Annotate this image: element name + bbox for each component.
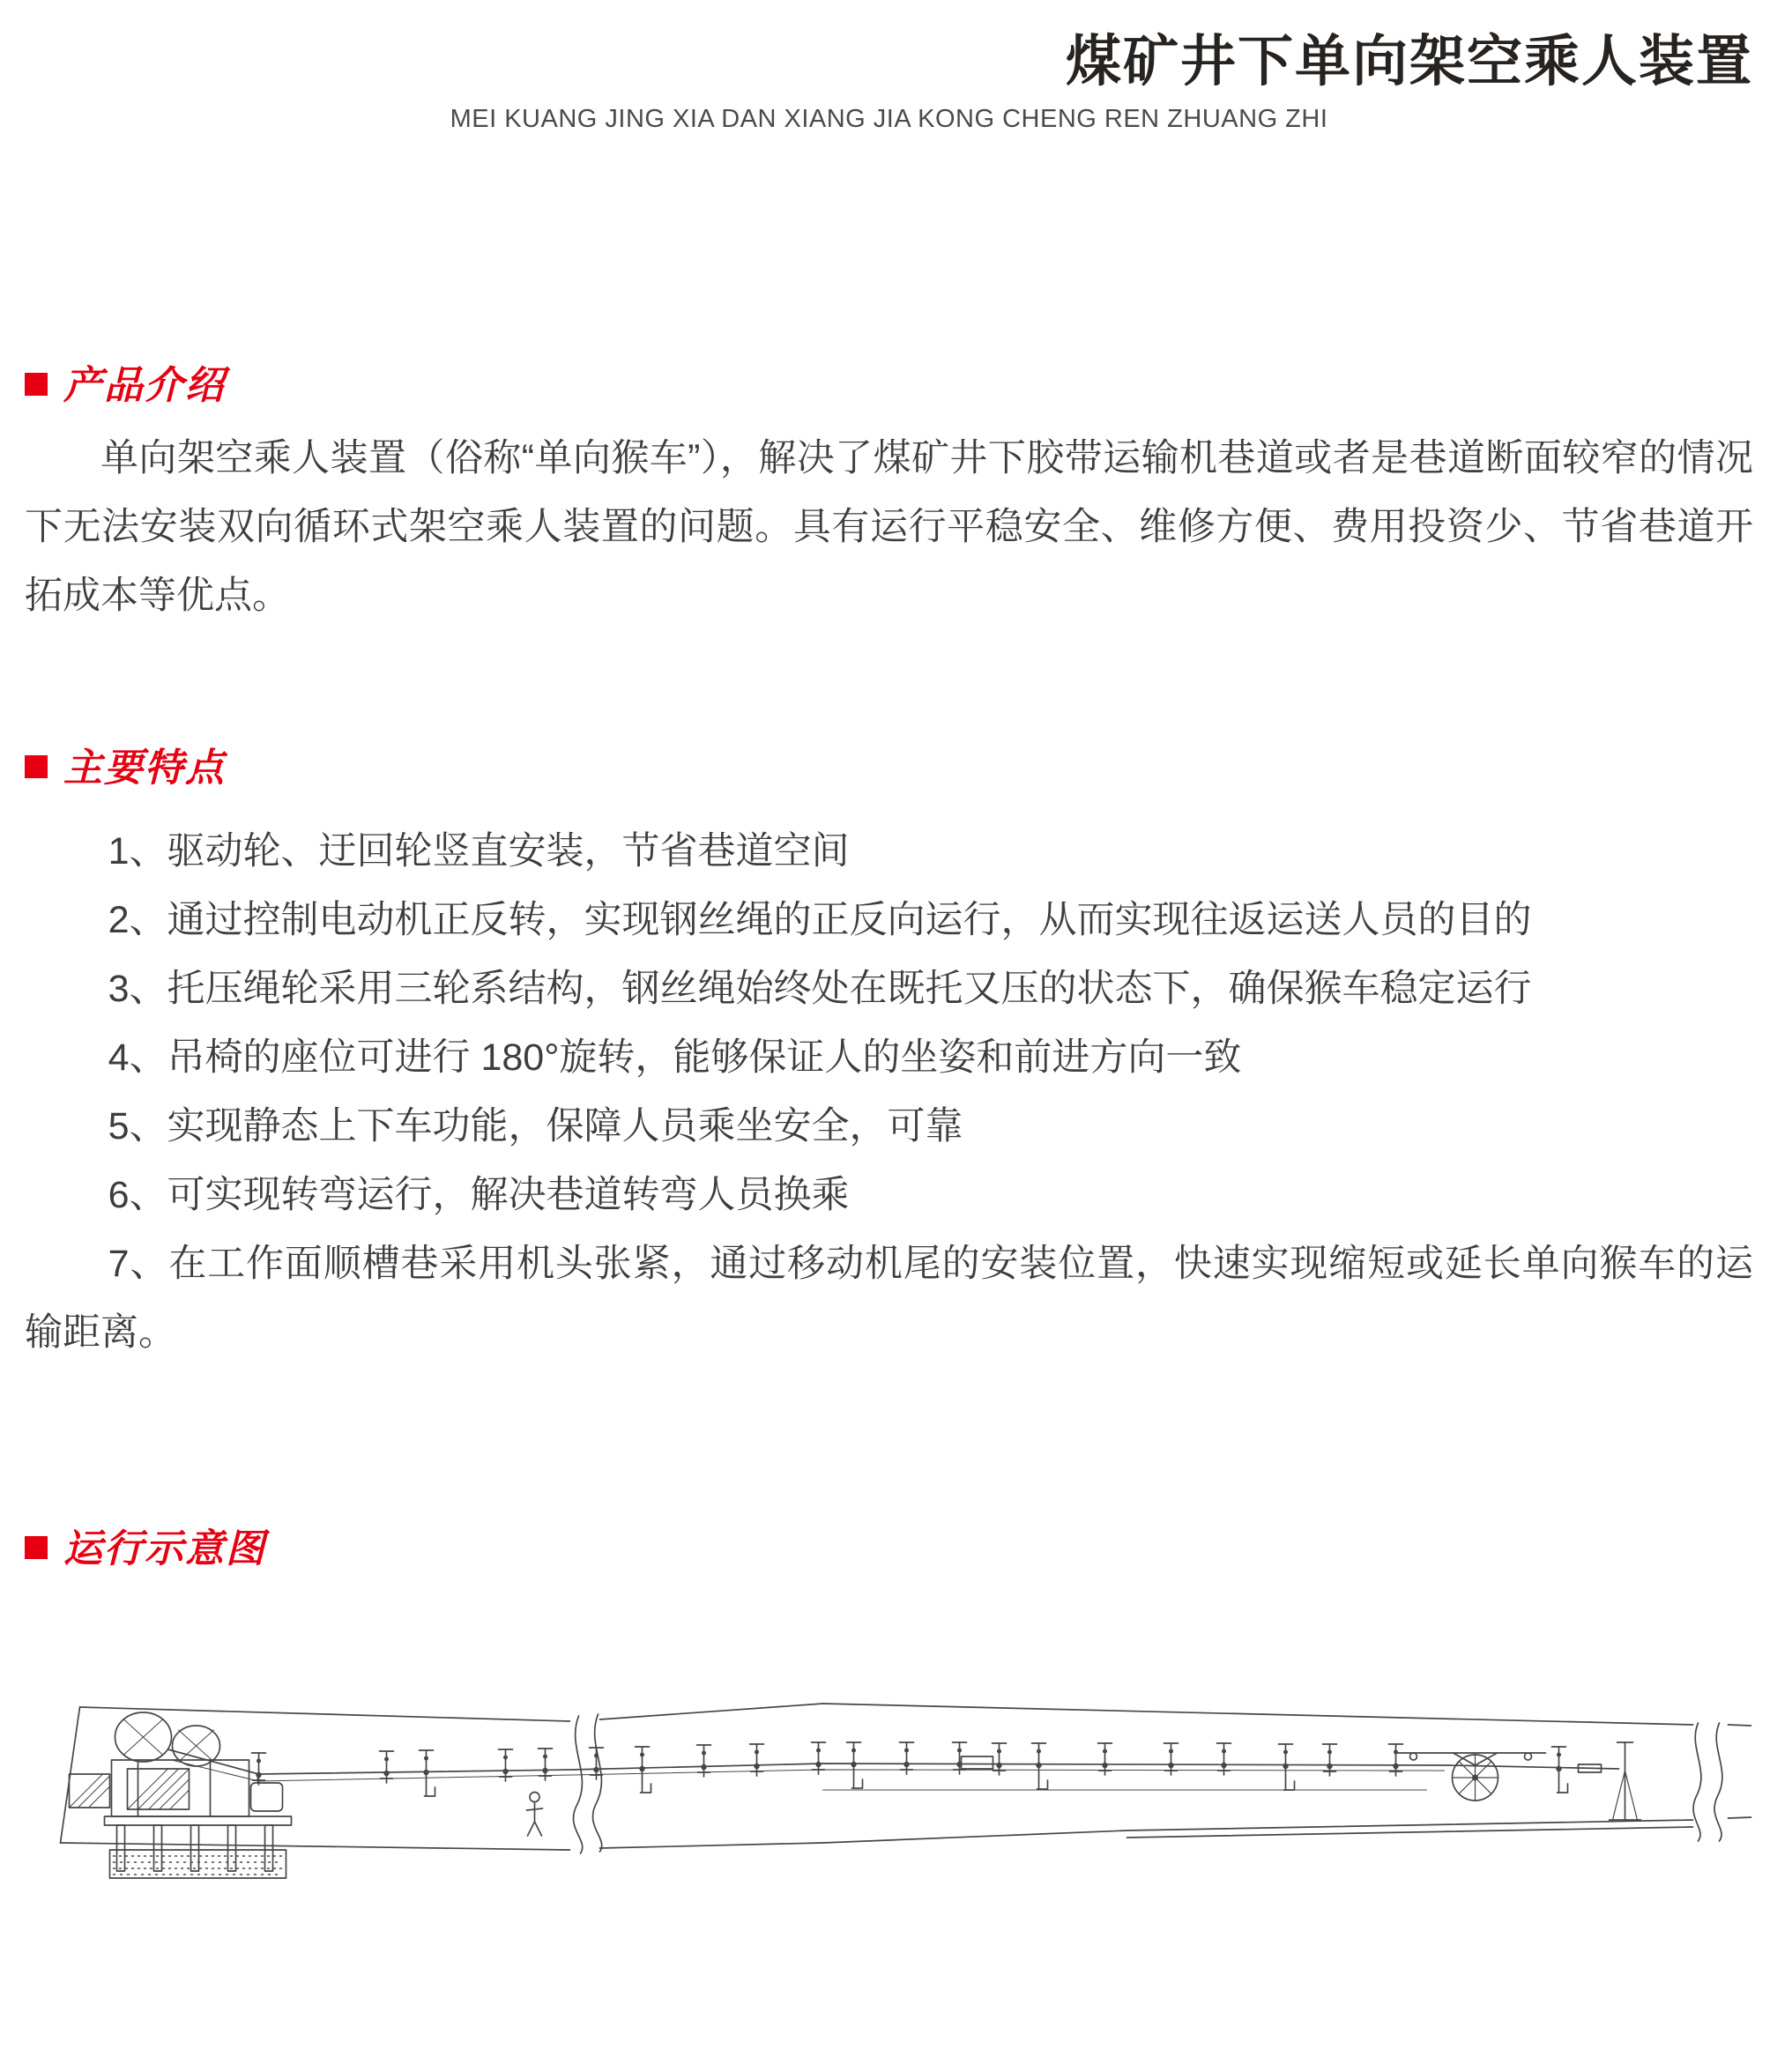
section-heading-diagram (25, 1517, 1753, 1573)
section-heading-features (25, 736, 1753, 792)
red-square-bullet-icon (25, 1536, 48, 1559)
brochure-page (0, 30, 1792, 1884)
motor (70, 1774, 110, 1808)
break-line-right (1693, 1723, 1722, 1841)
intro-heading-label: 产品介绍 (63, 364, 226, 408)
features-heading-label: 主要特点 (63, 746, 226, 791)
red-square-bullet-icon (25, 373, 48, 396)
control-box (251, 1783, 283, 1811)
wire-rope (168, 1749, 1619, 1790)
foundation (110, 1850, 286, 1878)
base-frame (105, 1816, 292, 1825)
feature-item-2: 2、通过控制电动机正反转，实现钢丝绳的正反向运行，从而实现往返运送人员的目的 (108, 899, 1532, 942)
anchor-post (1579, 1742, 1641, 1820)
page-header (25, 30, 1753, 135)
section-heading-intro (25, 353, 1753, 410)
features-list (25, 817, 1753, 1367)
break-line-left (573, 1714, 601, 1853)
drive-station (70, 1712, 292, 1878)
feature-item-7: 7、在工作面顺槽巷采用机头张紧，通过移动机尾的安装位置，快速实现缩短或延长单向猴车的运输距离。 (25, 1243, 1753, 1355)
feature-item-3: 3、托压绳轮采用三轮系结构，钢丝绳始终处在既托又压的状态下，确保猴车稳定运行 (108, 968, 1532, 1011)
diagram-heading-label: 运行示意图 (63, 1527, 266, 1571)
page-subtitle-pinyin: MEI KUANG JING XIA DAN XIANG JIA KONG CHENG REN ZHUANG ZHI (450, 105, 1328, 134)
tail-wheel-station (1396, 1753, 1546, 1801)
operation-diagram-container (25, 1686, 1753, 1884)
page-title: 煤矿井下单向架空乘人装置 (1066, 31, 1753, 93)
feature-item-4: 4、吊椅的座位可进行 180°旋转，能够保证人的坐姿和前进方向一致 (108, 1036, 1242, 1080)
feature-item-5: 5、实现静态上下车功能，保障人员乘坐安全，可靠 (108, 1105, 963, 1148)
intro-paragraph: 单向架空乘人装置（俗称“单向猴车”），解决了煤矿井下胶带运输机巷道或者是巷道断面较窄的情况下无法安装双向循环式架空乘人装置的问题。具有运行平稳安全、维修方便、费用投资少、节省巷道开拓成本等优点。 (25, 437, 1753, 618)
operation-diagram (25, 1686, 1753, 1884)
rope-hangers (252, 1742, 1568, 1796)
feature-item-6: 6、可实现转弯运行，解决巷道转弯人员换乘 (108, 1174, 850, 1217)
red-square-bullet-icon (25, 755, 48, 778)
rope-trolley (962, 1756, 993, 1769)
feature-item-1: 1、驱动轮、迂回轮竖直安装，节省巷道空间 (108, 830, 850, 873)
rider-figure (527, 1793, 543, 1837)
